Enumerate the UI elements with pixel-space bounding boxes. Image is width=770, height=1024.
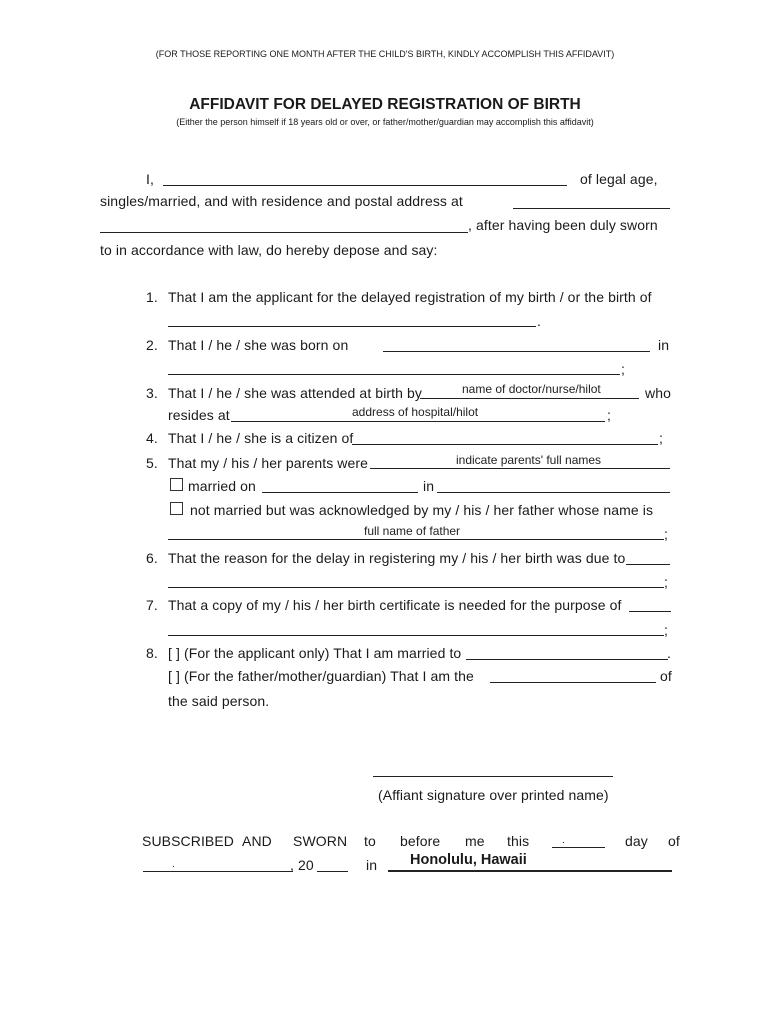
jurat-this: this: [507, 833, 530, 849]
item-5-hint-2: full name of father: [364, 524, 461, 538]
address-field-1[interactable]: [513, 208, 670, 209]
day-field[interactable]: [552, 847, 605, 848]
item-8-applicant-end: .: [667, 645, 671, 661]
spouse-name-field[interactable]: [466, 659, 668, 660]
item-number-7: 7.: [146, 597, 158, 613]
hospital-address-field[interactable]: [231, 421, 605, 422]
page-title: AFFIDAVIT FOR DELAYED REGISTRATION OF BIRTH: [189, 96, 581, 113]
item-7-end: ;: [664, 622, 668, 638]
item-5-not-married: not married but was acknowledged by my / his / her father whose name is: [190, 502, 654, 518]
item-2-end: ;: [621, 361, 625, 377]
affiant-name-field[interactable]: [163, 185, 567, 186]
signature-caption: (Affiant signature over printed name): [378, 787, 609, 803]
month-field[interactable]: [143, 871, 293, 872]
item-7-text: That a copy of my / his / her birth certificate is needed for the purpose of: [168, 597, 622, 613]
jurat-day: day: [625, 833, 648, 849]
jurat-year-prefix: , 20: [290, 857, 314, 873]
birth-place-field[interactable]: [168, 374, 620, 375]
item-1-text: That I am the applicant for the delayed registration of my birth / or the birth of: [168, 289, 652, 305]
item-3-hint: name of doctor/nurse/hilot: [462, 382, 601, 396]
item-5-in: in: [423, 478, 435, 494]
jurat-to: to: [364, 833, 376, 849]
jurat-of: of: [668, 833, 680, 849]
item-number-1: 1.: [146, 289, 158, 305]
item-number-2: 2.: [146, 337, 158, 353]
parents-names-field[interactable]: [370, 468, 670, 469]
item-6-end: ;: [664, 574, 668, 590]
item-4-end: ;: [659, 430, 663, 446]
item-number-8: 8.: [146, 645, 158, 661]
item-1-end: .: [537, 313, 541, 329]
intro-singles: singles/married, and with residence and postal address at: [100, 193, 463, 209]
jurat-and: AND: [242, 833, 272, 849]
item-8-said-person: the said person.: [168, 693, 270, 709]
jurat-place: Honolulu, Hawaii: [410, 852, 527, 868]
item-number-3: 3.: [146, 385, 158, 401]
item-8-of: of: [660, 668, 672, 684]
delay-reason-field-2[interactable]: [168, 587, 664, 588]
marriage-date-field[interactable]: [262, 492, 418, 493]
married-checkbox[interactable]: [170, 478, 183, 491]
item-3-text: That I / he / she was attended at birth by: [168, 385, 423, 401]
item-4-text: That I / he / she is a citizen of: [168, 430, 354, 446]
item-number-4: 4.: [146, 430, 158, 446]
item-6-text: That the reason for the delay in registering my / his / her birth was due to: [168, 550, 626, 566]
purpose-field-2[interactable]: [168, 635, 664, 636]
item-3-who: who: [645, 385, 671, 401]
purpose-field-1[interactable]: [629, 611, 671, 612]
address-field-2[interactable]: [100, 232, 468, 233]
signature-line[interactable]: [373, 776, 613, 777]
attendant-name-field[interactable]: [420, 398, 639, 399]
father-name-field[interactable]: [168, 539, 664, 540]
item-5-end: ;: [664, 526, 668, 542]
marriage-place-field[interactable]: [437, 492, 670, 493]
intro-after-sworn: , after having been duly sworn: [468, 217, 658, 233]
item-8-guardian[interactable]: [ ] (For the father/mother/guardian) That I am the: [168, 668, 474, 684]
item-8-applicant[interactable]: [ ] (For the applicant only) That I am married to: [168, 645, 462, 661]
citizenship-field[interactable]: [352, 444, 658, 445]
delay-reason-field-1[interactable]: [626, 564, 670, 565]
item-2-in: in: [658, 337, 670, 353]
jurat-before: before: [400, 833, 441, 849]
intro-i: I,: [146, 171, 154, 187]
intro-of-legal-age: of legal age,: [580, 171, 658, 187]
not-married-checkbox[interactable]: [170, 502, 183, 515]
item-5-married: married on: [188, 478, 256, 494]
relationship-field[interactable]: [490, 682, 656, 683]
jurat-in: in: [366, 857, 378, 873]
birth-date-field[interactable]: [383, 351, 650, 352]
item-5-hint: indicate parents' full names: [456, 453, 602, 467]
jurat-month-dot: .: [172, 859, 175, 870]
intro-accordance: to in accordance with law, do hereby depose and say:: [100, 242, 438, 258]
item-3-resides: resides at: [168, 407, 230, 423]
header-note: (FOR THOSE REPORTING ONE MONTH AFTER THE CHILD'S BIRTH, KINDLY ACCOMPLISH THIS AFFIDAVIT): [155, 49, 615, 59]
page-subtitle: (Either the person himself if 18 years old or over, or father/mother/guardian may accomplish this affidavit): [176, 117, 594, 127]
item-3-end: ;: [607, 407, 611, 423]
year-field[interactable]: [317, 871, 348, 872]
item-number-5: 5.: [146, 455, 158, 471]
item-5-text: That my / his / her parents were: [168, 455, 369, 471]
jurat-sworn: SWORN: [293, 833, 348, 849]
item-2-text: That I / he / she was born on: [168, 337, 349, 353]
jurat-day-dot: .: [562, 835, 565, 846]
item-3-hint-2: address of hospital/hilot: [352, 405, 479, 419]
jurat-subscribed: SUBSCRIBED: [142, 833, 235, 849]
jurat-me: me: [465, 833, 485, 849]
item-number-6: 6.: [146, 550, 158, 566]
item-1-field[interactable]: [168, 326, 536, 327]
place-field[interactable]: [388, 870, 672, 872]
